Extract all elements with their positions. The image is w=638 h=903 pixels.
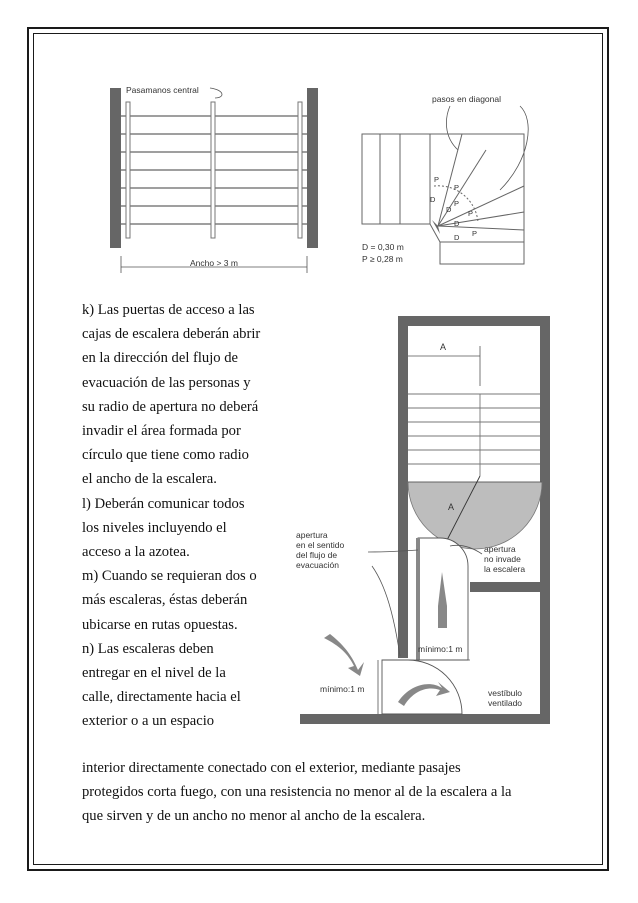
svg-text:D: D — [454, 219, 460, 228]
svg-text:la escalera: la escalera — [484, 564, 526, 574]
figure-door-opening — [290, 316, 560, 734]
text-line: exterior o a un espacio — [82, 713, 215, 730]
svg-text:apertura: apertura — [296, 530, 328, 540]
flow-arrow-diagonal — [324, 634, 364, 676]
paragraph-full-width — [82, 756, 562, 829]
dimension-p: P ≥ 0,28 m — [362, 254, 403, 264]
text-line: acceso a la azotea. — [82, 544, 190, 561]
text-line: cajas de escalera deberán abrir — [82, 326, 261, 343]
min-height-label: mínimo:1 m — [320, 684, 365, 694]
stair-wall-left — [398, 316, 408, 658]
paragraph-left-column — [82, 298, 297, 734]
svg-text:D: D — [446, 205, 452, 214]
dimension-d: D = 0,30 m — [362, 242, 404, 252]
text-line: m) Cuando se requieran dos o — [82, 568, 257, 585]
svg-text:P: P — [454, 183, 460, 192]
left-wall — [110, 88, 121, 248]
label-vestibule — [488, 688, 522, 708]
svg-text:D: D — [454, 233, 460, 242]
text-line: calle, directamente hacia el — [82, 689, 241, 706]
stair-treads — [408, 394, 540, 476]
text-line: más escaleras, éstas deberán — [82, 592, 248, 609]
text-line: evacuación de las personas y — [82, 374, 251, 391]
text-line: círculo que tiene como radio — [82, 447, 249, 464]
text-line: l) Deberán comunicar todos — [82, 495, 245, 512]
diagonal-label: pasos en diagonal — [432, 94, 502, 104]
svg-text:P: P — [468, 209, 474, 218]
label-no-invade — [484, 544, 525, 574]
stair-wall-right — [540, 316, 550, 716]
text-line: su radio de apertura no deberá — [82, 398, 259, 415]
handrail-label: Pasamanos central — [126, 85, 199, 95]
text-line: los niveles incluyendo el — [82, 519, 227, 536]
svg-text:no invade: no invade — [484, 554, 521, 564]
text-line: protegidos corta fuego, con una resistencia no menor al de la escalera a la — [82, 784, 512, 801]
svg-text:en el sentido: en el sentido — [296, 540, 345, 550]
text-line: interior directamente conectado con el exterior, mediante pasajes — [82, 760, 461, 776]
svg-text:P: P — [434, 175, 440, 184]
flow-arrow-up — [438, 606, 447, 628]
tread-labels — [430, 175, 477, 242]
width-label: Ancho > 3 m — [190, 258, 238, 268]
text-line: invadir el área formada por — [82, 423, 241, 440]
figure-winder-stairs — [350, 90, 550, 272]
floor-wall — [300, 714, 550, 724]
svg-text:P: P — [454, 199, 460, 208]
text-line: que sirven y de un ancho no menor al ancho de la escalera. — [82, 808, 426, 825]
right-wall — [307, 88, 318, 248]
dimension-a-top: A — [440, 342, 447, 352]
radius-a: A — [448, 502, 455, 512]
svg-text:P: P — [472, 229, 478, 238]
svg-text:apertura: apertura — [484, 544, 516, 554]
svg-text:vestíbulo: vestíbulo — [488, 688, 523, 698]
text-line: ubicarse en rutas opuestas. — [82, 616, 238, 633]
svg-text:evacuación: evacuación — [296, 560, 340, 570]
text-line: n) Las escaleras deben — [82, 640, 214, 657]
svg-text:ventilado: ventilado — [488, 698, 523, 708]
text-line: entregar en el nivel de la — [82, 665, 226, 682]
min-width-label: mínimo:1 m — [418, 644, 463, 654]
text-line: el ancho de la escalera. — [82, 471, 217, 488]
label-opening-flow — [296, 530, 344, 570]
svg-text:D: D — [430, 195, 436, 204]
figure-central-handrail — [100, 80, 330, 280]
text-line: k) Las puertas de acceso a las — [82, 302, 255, 318]
svg-text:del flujo de: del flujo de — [296, 550, 338, 560]
text-line: en la dirección del flujo de — [82, 350, 239, 367]
